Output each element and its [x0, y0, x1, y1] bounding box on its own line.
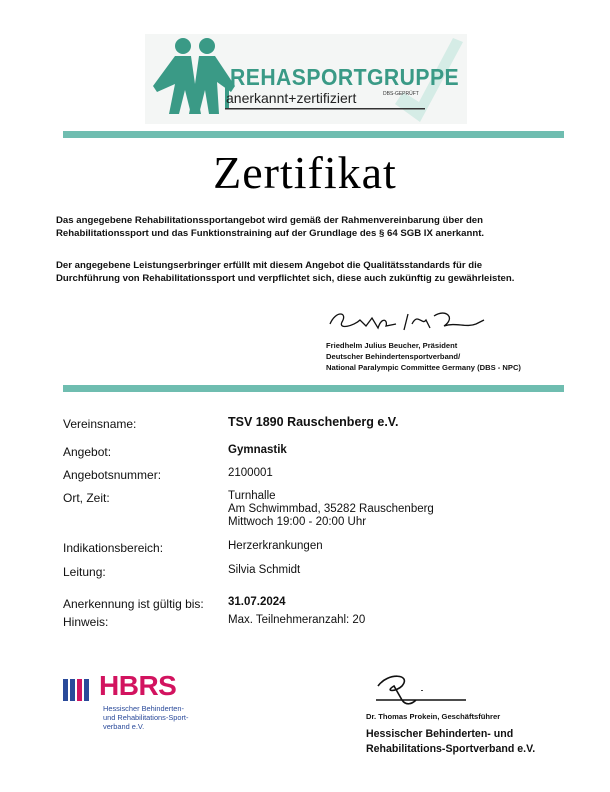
manager-org-line-1: Hessischer Behinderten- und — [366, 728, 514, 740]
value-leitung: Silvia Schmidt — [228, 564, 301, 576]
president-org-line-2: National Paralympic Committee Germany (DBS - NPC) — [326, 363, 521, 372]
president-org-line-1: Deutscher Behindertensportverband/ — [326, 352, 461, 361]
value-hinweis: Max. Teilnehmeranzahl: 20 — [228, 614, 366, 626]
label-ort-zeit: Ort, Zeit: — [63, 491, 110, 505]
value-gueltig-bis: 31.07.2024 — [228, 596, 286, 608]
manager-name: Dr. Thomas Prokein, Geschäftsführer — [366, 712, 501, 721]
paragraph-recognition: Das angegebene Rehabilitationssportangebot wird gemäß der Rahmenvereinbarung über den Rehabilitationssport und das Funktionstraining auf der Grundlage des § 64 SGB IX anerkannt. — [56, 215, 485, 239]
label-gueltig-bis: Anerkennung ist gültig bis: — [63, 597, 204, 611]
logo-title: REHASPORTGRUPPE — [230, 64, 460, 90]
ort-line-2: Am Schwimmbad, 35282 Rauschenberg — [228, 503, 434, 515]
hbrs-line-1: Hessischer Behinderten- — [103, 704, 184, 713]
president-name: Friedhelm Julius Beucher, Präsident — [326, 341, 458, 350]
value-vereinsname: TSV 1890 Rauschenberg e.V. — [228, 415, 399, 429]
value-indikationsbereich: Herzerkrankungen — [228, 540, 323, 552]
manager-org-line-2: Rehabilitations-Sportverband e.V. — [366, 743, 536, 755]
president-signature — [326, 306, 496, 336]
president-block — [326, 340, 521, 373]
value-ort-zeit — [228, 490, 434, 529]
label-indikationsbereich: Indikationsbereich: — [63, 541, 164, 555]
paragraph-quality: Der angegebene Leistungserbringer erfüllt mit diesem Angebot die Qualitätsstandards für die Durchführung von Rehabilitationssport und verpflichtet sich, diese auch zukünftig zu gewährleisten. — [56, 260, 515, 284]
value-angebotsnummer: 2100001 — [228, 467, 273, 479]
manager-signature — [372, 670, 472, 708]
top-divider — [63, 131, 564, 138]
label-angebot: Angebot: — [63, 445, 112, 459]
middle-divider — [63, 385, 564, 392]
hbrs-subtitle — [103, 704, 188, 731]
hbrs-line-2: und Rehabilitations-Sport- — [103, 713, 189, 722]
label-angebotsnummer: Angebotsnummer: — [63, 468, 162, 482]
label-leitung: Leitung: — [63, 565, 106, 579]
ort-line-3: Mittwoch 19:00 - 20:00 Uhr — [228, 516, 367, 528]
label-hinweis: Hinweis: — [63, 615, 109, 629]
hbrs-line-3: verband e.V. — [103, 722, 145, 731]
value-angebot: Gymnastik — [228, 444, 287, 456]
logo-subtitle: anerkannt+zertifiziert — [226, 90, 357, 106]
ort-line-1: Turnhalle — [228, 490, 276, 502]
manager-org — [366, 727, 535, 757]
hbrs-logo-text: HBRS — [99, 670, 177, 701]
hbrs-logo-icon — [63, 676, 99, 704]
certificate-title: Zertifikat — [213, 147, 397, 198]
logo-badge: DBS-GEPRÜFT — [383, 91, 419, 97]
label-vereinsname: Vereinsname: — [63, 417, 137, 431]
